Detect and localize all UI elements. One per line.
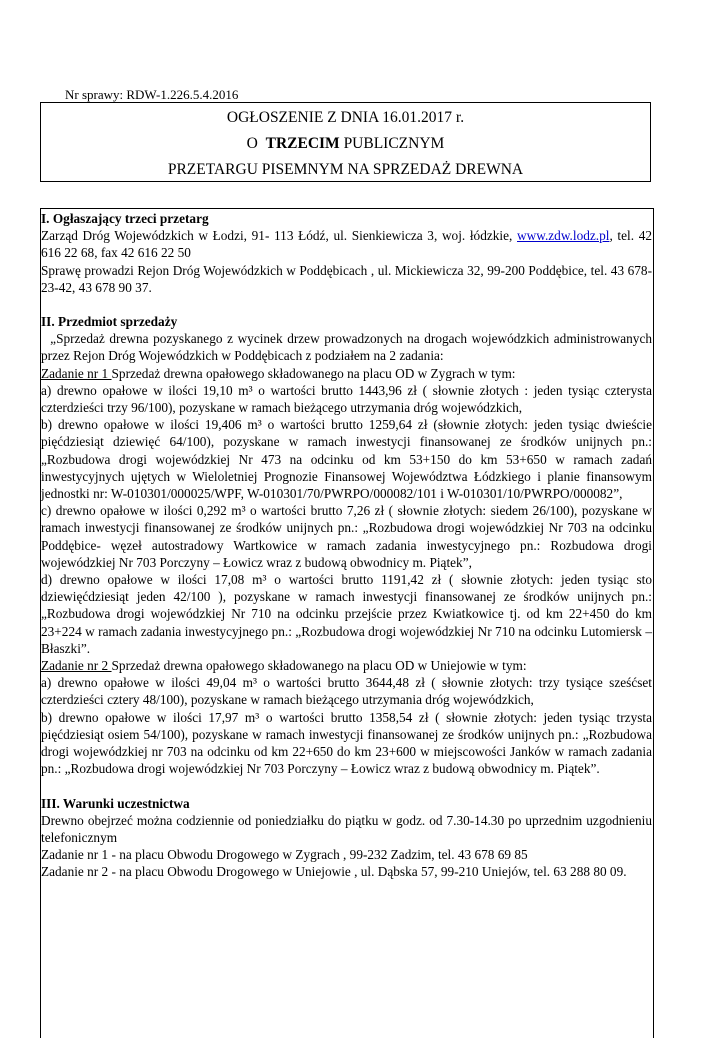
task-1-label: Zadanie nr 1 (41, 365, 112, 381)
task-1-item-a: a) drewno opałowe w ilości 19,10 m³ o wartości brutto 1443,96 zł ( słownie złotych : jeden tysiąc czterysta czterdzieści trzy 96/100), pozyskane w ramach bieżącego utrzymania dróg wojewódzkich, (41, 382, 652, 416)
title-line-2-bold: TRZECIM (265, 135, 340, 152)
title-line-2-post: PUBLICZNYM (339, 135, 445, 152)
case-number: Nr sprawy: RDW-1.226.5.4.2016 (65, 87, 239, 102)
organizer-contact: , tel. 42 616 22 68, fax 42 616 22 50 (41, 228, 653, 261)
section-3-paragraph-1: Drewno obejrzeć można codziennie od poniedziałku do piątku w godz. od 7.30-14.30 po uprzednim uzgodnieniu telefonicznym (41, 812, 652, 845)
section-3-heading: III. Warunki uczestnictwa (41, 795, 190, 811)
organizer-address: Zarząd Dróg Wojewódzkich w Łodzi, 91- 113 Łódź, ul. Sienkiewicza 3, woj. łódzkie, (41, 228, 513, 244)
task-1-item-b: b) drewno opałowe w ilości 19,406 m³ o wartości brutto 1259,64 zł (słownie złotych: jeden tysiąc dwieście pięćdziesiąt dziewięć 64/100), pozyskane w ramach inwestycji finansowanej ze środków unijnych pn.: „Rozbudowa drogi wojewódzkiej Nr 473 na odcinku od km 53+150 do km 53+650 w ramach zadań inwestycyjnych ujętych w Wieloletniej Prognozie Finansowej Województwa Łódzkiego i planie finansowym jednostki nr: W-010301/000025/WPF, W-010301/70/PWRPO/000082/101 i W-010301/10/PWRPO/000082”, (41, 417, 652, 502)
task-1-text: Sprzedaż drewna opałowego składowanego na placu OD w Zygrach w tym: (111, 365, 516, 381)
section-2-heading: II. Przedmiot sprzedaży (41, 314, 178, 330)
announcement-body (41, 210, 652, 881)
title-box (40, 102, 651, 182)
section-2-intro: „Sprzedaż drewna pozyskanego z wycinek drzew prowadzonych na drogach wojewódzkich administrowanych przez Rejon Dróg Wojewódzkich w Poddębicach z podziałem na 2 zadania: (41, 331, 652, 364)
section-1-heading: I. Ogłaszający trzeci przetarg (41, 211, 209, 226)
section-1-paragraph-2: Sprawę prowadzi Rejon Dróg Wojewódzkich w Poddębicach , ul. Mickiewicza 32, 99-200 Poddębice, tel. 43 678-23-42, 43 678 90 37. (41, 262, 652, 295)
task-2-item-a: a) drewno opałowe w ilości 49,04 m³ o wartości brutto 3644,48 zł ( słownie złotych: trzy tysiące sześćset czterdzieści cztery 48/100), pozyskane w ramach bieżącego utrzymania dróg wojewódzkich, (41, 675, 652, 708)
title-line-2-pre: O (246, 135, 262, 152)
task-1-item-c: c) drewno opałowe w ilości 0,292 m³ o wartości brutto 7,26 zł ( słownie złotych: siedem 26/100), pozyskane w ramach inwestycji finansowanej ze środków unijnych pn.: „Rozbudowa drogi wojewódzkiej Nr 703 na odcinku Poddębice- węzeł autostradowy Wartkowice w ramach zadania inwestycyjnego pn.: Rozbudowa drogi wojewódzkiej Nr 703 Porczyny – Łowicz wraz z budową obwodnicy m. Piątek”, (41, 503, 652, 570)
task-1 (41, 365, 652, 382)
title-line-2 (41, 135, 650, 153)
task-2-text: Sprzedaż drewna opałowego składowanego na placu OD w Uniejowie w tym: (111, 658, 527, 674)
title-line-3: PRZETARGU PISEMNYM NA SPRZEDAŻ DREWNA (167, 161, 524, 178)
task-1-item-d: d) drewno opałowe w ilości 17,08 m³ o wartości brutto 1191,42 zł ( słownie złotych: jeden tysiąc sto dziewięćdziesiąt jeden 42/100 ), pozyskane w ramach inwestycji finansowanej ze środków unijnych pn.: „Rozbudowa drogi wojewódzkiej Nr 710 na odcinku przejście przez Kwiatkowice tj. od km 22+450 do km 23+224 w ramach zadania inwestycyjnego pn.: „Rozbudowa drogi wojewódzkiej Nr 710 na odcinku Lutomiersk – Błaszki”. (41, 572, 652, 656)
section-3-paragraph-3: Zadanie nr 2 - na placu Obwodu Drogowego w Uniejowie , ul. Dąbska 57, 99-210 Uniejów, tel. 63 288 80 09. (41, 864, 627, 880)
section-3-paragraph-2: Zadanie nr 1 - na placu Obwodu Drogowego w Zygrach , 99-232 Zadzim, tel. 43 678 69 85 (41, 847, 528, 863)
title-line-1: OGŁOSZENIE Z DNIA 16.01.2017 r. (226, 109, 465, 126)
section-1-paragraph-1 (41, 227, 652, 261)
task-2-label: Zadanie nr 2 (41, 658, 112, 674)
website-link[interactable]: www.zdw.lodz.pl (517, 228, 610, 244)
task-2 (41, 657, 652, 674)
task-2-item-b: b) drewno opałowe w ilości 17,97 m³ o wartości brutto 1358,54 zł ( słownie złotych: jeden tysiąc trzysta pięćdziesiąt osiem 54/100), pozyskane w ramach inwestycji finansowanej ze środków unijnych pn.: „Rozbudowa drogi wojewódzkiej nr 703 na odcinku od km 22+650 do km 23+600 w miejscowości Janków w ramach zadania pn.: „Rozbudowa drogi wojewódzkiej Nr 703 Porczyny – Łowicz wraz z budową obwodnicy m. Piątek”. (41, 709, 652, 777)
